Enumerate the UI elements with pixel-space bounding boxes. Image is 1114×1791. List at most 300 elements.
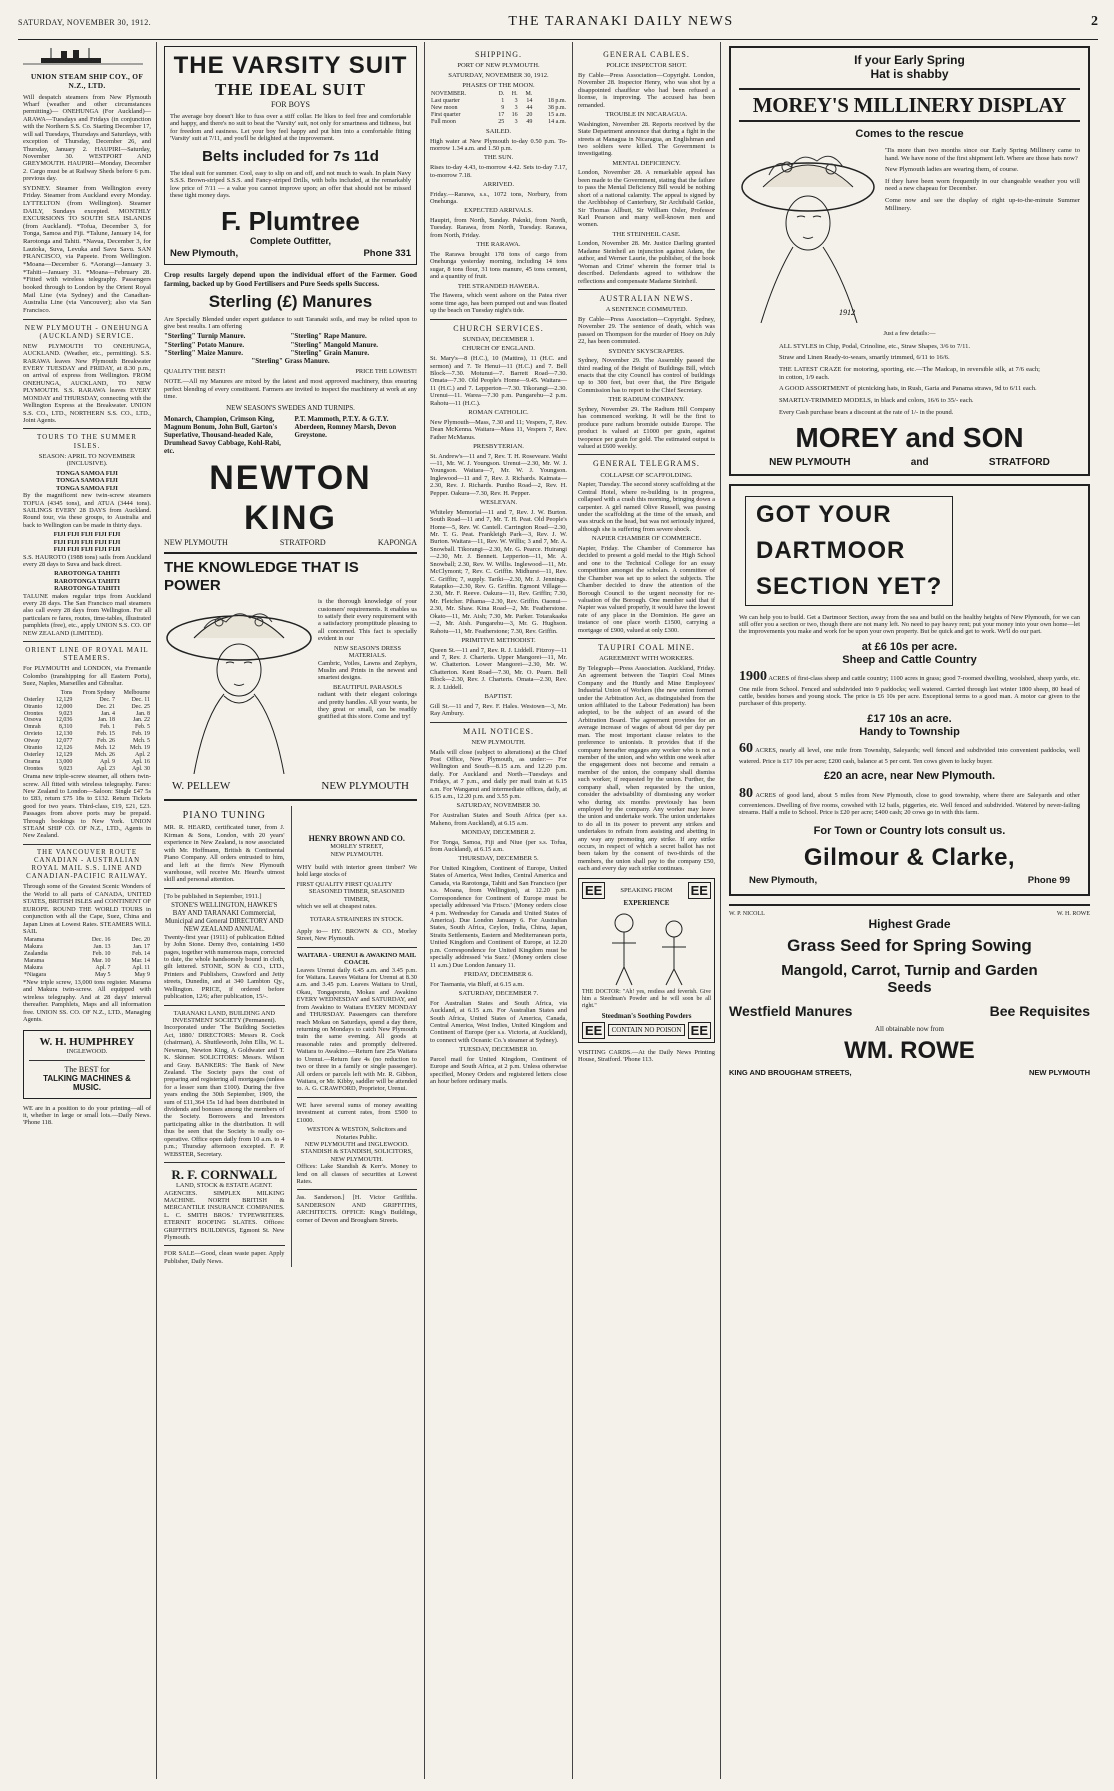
humphrey-town: INGLEWOOD. xyxy=(66,1048,108,1056)
table-row xyxy=(23,717,151,724)
sentence-heading: A SENTENCE COMMUTED. xyxy=(605,306,688,314)
table-cell: Orsova xyxy=(24,717,42,724)
humphrey-name: W. H. HUMPHREY xyxy=(39,1035,135,1048)
season-body: Cambric, Voiles, Lawns and Zephyrs, Muslin and Prints in the newest and smartest designs. xyxy=(318,659,417,682)
sky-heading: SYDNEY SKYSCRAPERS. xyxy=(608,347,685,355)
mail-heading: MAIL NOTICES. xyxy=(463,726,534,736)
page-number: 2 xyxy=(1090,14,1098,29)
dartmoor-name: DARTMOOR xyxy=(756,536,906,564)
ee-brand: Steedman's Soothing Powders xyxy=(601,1011,692,1020)
rowe-grass: Grass Seed for Spring Sowing xyxy=(787,936,1032,956)
table-cell: 3 xyxy=(514,98,518,105)
table-cell: May 5 xyxy=(94,972,111,979)
list-item: "Sterling" Turnip Manure. xyxy=(164,332,246,341)
mail-fri: FRIDAY, DECEMBER 6. xyxy=(464,970,533,978)
coal-sub: AGREEMENT WITH WORKERS. xyxy=(599,655,694,663)
acres-2-body: ACRES, nearly all level, one mile from Township, Saleyards; well fenced and subdivided into convenient paddocks, well watered. Price is £17 10s per acre; £200 cash, balance at 5 per cent. Ten cows given to lucky buyer. xyxy=(739,747,1080,765)
tours-body: By the magnificent new twin-screw steamers TOFUA (4345 tons), and ATUA (3444 tons). SAILINGS EVERY 28 DAYS from Auckland. Round tour, via these groups, to Australia and back to Wellington can be made in thirty days. xyxy=(23,492,151,529)
table-cell: Otway xyxy=(24,738,40,745)
rowe-left: W. P. NICOLL xyxy=(729,911,765,918)
newspaper-page xyxy=(18,14,1098,1779)
table-cell: Orontes xyxy=(24,710,43,717)
sanderson-ad: Jas. Sanderson.] [H. Victor Griffiths. SANDERSON AND GRIFFITHS, ARCHITECTS. OFFICE: King's Buildings, corner of Devon and Brougham Streets. xyxy=(296,1194,417,1224)
nicaragua-body: Washington, November 28. Reports received by the State Department announce that during a fight in the streets at Managua in Nicaragua, an Englishman and two soldiers were killed. The Government is investigating. xyxy=(578,120,715,158)
table-cell: Mar. 14 xyxy=(131,958,150,965)
table-cell: 15 a.m. xyxy=(548,112,566,119)
table-row xyxy=(23,752,151,759)
parasols-title: BEAUTIFUL PARASOLS xyxy=(333,683,402,691)
coe-body: St. Mary's—8 (H.C.), 10 (Mattins), 11 (H.C. and sermon) and 7. Te Henui—11 (H.C.) and 7. Bell Block—7.30. Motunui—7. Barrett Road—7.30. Omata—7.30. Old People's Home—9.45. Waitara—11 (H.C.) and 7. Lepperton—7.30. Tikorangi—2.30. Urenui—11. Warea—7.30 p.m. Pungarehu—2 p.m. Rahotu—11 (H.C.). xyxy=(430,355,567,407)
table-cell: Feb. 19 xyxy=(132,731,150,738)
presb-body: St. Andrew's—11 and 7, Rev. T. H. Roseveare. Waihi—11, Mr. W. J. Youngson. Urenui—2.30, Mr. W. J. Youngson. Waitara—7, Mr. W. J. Youngson. Inglewood—11 and 7, Rev. J. Richards. Kaimata—2.30, Rev. J. Richards. Puniho Road—2, Rev. H. Pepper. Oakura—7.30, Rev. H. Pepper. xyxy=(430,452,567,497)
list-item: "Sterling" Rape Manure. xyxy=(290,332,367,341)
telegrams-heading: GENERAL TELEGRAMS. xyxy=(593,459,700,469)
vancouver-body-2: *New triple screw, 13,000 tons register. Marama and Makura twin-screw. All equipped with wireless telegraphy. And at 28 days' interval thereafter. Pamphlets, Maps and all information free. UNION SS. CO. OF N.Z., LTD., Managing Agents. xyxy=(23,979,151,1024)
waitara-title: WAITARA - URENUI & AWAKINO MAIL COACH. xyxy=(297,951,417,967)
sky-body: Sydney, November 29. The Assembly passed the third reading of the Height of Buildings Bill, which enacts that the city Council has control of buildings up to 300 feet, but over that, the Fire Brigade Commission has to report to the Chief Secretary. xyxy=(578,357,715,394)
coal-heading: TAUPIRI COAL MINE. xyxy=(598,643,695,653)
nk-town: KAPONGA xyxy=(377,538,417,548)
morey-discount: Every Cash purchase bears a discount at the rate of 1/- in the pound. xyxy=(779,408,954,416)
masthead xyxy=(18,14,1098,40)
dartmoor-section: SECTION YET? xyxy=(756,572,943,600)
table-cell: Apl. 9 xyxy=(100,759,115,766)
table-cell: 12,129 xyxy=(55,696,73,703)
morey-p1: 'Tis more than two months since our Early Spring Millinery came to hand. We have none of the first shipment left. Where are those hats now? xyxy=(885,146,1080,162)
table-cell xyxy=(23,690,51,697)
swedes-body: Monarch, Champion, Crimson King, Magnum Bonum, John Bull, Garton's Superlative, Thousand-headed Kale, Drumhead Savoy Cabbage, Kohl-Rabi, etc. xyxy=(164,414,281,456)
table-header xyxy=(23,690,151,697)
issue-date: SATURDAY, NOVEMBER 30, 1912. xyxy=(18,18,151,27)
table-cell: Mch. 5 xyxy=(133,738,150,745)
table-row xyxy=(23,724,151,731)
table-row xyxy=(23,711,151,718)
table-row xyxy=(23,766,151,773)
table-cell: Melbourne xyxy=(123,689,150,696)
knowledge-title: THE KNOWLEDGE THAT IS POWER xyxy=(164,559,359,594)
port-date: SATURDAY, NOVEMBER 30, 1912. xyxy=(448,71,549,79)
collapse-heading: COLLAPSE OF SCAFFOLDING. xyxy=(600,471,693,479)
column-shipping-ads xyxy=(18,42,157,1779)
season-title: NEW SEASON'S DRESS MATERIALS. xyxy=(333,644,402,660)
mental-heading: MENTAL DEFICIENCY. xyxy=(612,159,681,167)
price-line: PRICE THE LOWEST! xyxy=(355,367,417,375)
table-cell: Makura xyxy=(24,944,43,951)
swedes-body-2: P.T. Mammoth, P.T.Y. & G.T.Y. Aberdeen, Romney Marsh, Devon Greystone. xyxy=(294,414,397,439)
wes-heading: WESLEYAN. xyxy=(479,499,518,507)
ee-logo: EE xyxy=(688,1022,711,1039)
pm-heading: PRIMITIVE METHODIST. xyxy=(461,636,536,644)
tours-row: TONGA SAMOA FIJI xyxy=(56,477,118,485)
sentence-body: By Cable—Press Association—Copyright. Sydney, November 29. The sentence of death, which was passed on Thompson for the murder of Hoey on July 22, has been commuted. xyxy=(578,315,715,346)
table-cell: Jan. 18 xyxy=(98,717,115,724)
mail-body: Mails will close (subject to alterations) at the Chief Post Office, New Plymouth, as under:— For Wellington and South—8.15 a.m. and 12.20 p.m. daily. For Auckland and North—Tuesdays and Fridays, at 7 p.m., and daily per mail train at 6.15 a.m. For Wanganui and intermediate offices, daily, at 6.15 a.m., 12.20 p.m. and 3.55 p.m. xyxy=(430,748,567,801)
rowe-bee: Bee Requisites xyxy=(989,1002,1090,1019)
table-cell: 16 xyxy=(511,112,518,119)
table-cell: Omrah xyxy=(24,724,41,731)
lady-with-hat-illustration xyxy=(739,147,877,323)
brown-apply: Apply to— HY. BROWN & CO., Morley Street, New Plymouth. xyxy=(296,927,417,943)
table-cell: From Sydney xyxy=(82,689,115,696)
table-cell: Mch. 26 xyxy=(95,752,115,759)
mail-thu: THURSDAY, DECEMBER 5. xyxy=(458,855,539,863)
table-cell: 1 xyxy=(501,98,505,105)
table-cell: Orontes xyxy=(24,766,43,773)
gc-town: New Plymouth, xyxy=(749,875,818,887)
ee-mid: EXPERIENCE xyxy=(623,898,670,907)
outfitter: Complete Outfitter, xyxy=(249,235,331,246)
rarawa-body: The Rarawa brought 178 tons of cargo from Onehunga yesterday morning, including 14 tons sugar, 8 tons flour, 31 tons manure, 45 tons cement, and a quantity of fruit. xyxy=(430,250,567,281)
sun-body: Rises to-day 4.43, to-morrow 4.42. Sets to-day 7.17, to-morrow 7.18. xyxy=(430,164,567,179)
steedman-ad xyxy=(578,878,715,1043)
table-cell: 12,000 xyxy=(55,703,73,710)
tlbic-body: Incorporated under 'The Building Societies Act, 1880.' DIRECTORS: Messrs R. Cock (chairman), A. Shuttleworth, John Ellis, W. L. Newman, Newton King, A Goldwater and T. K. Skinner. SOLICITORS: Messrs. Wilson and Gray. BANKERS: The Bank of New Zealand. The Society pays the cost of preparing and registering all mortgages (unless for a lesser sum than £100). During the five years ending the 30th September, 1909, the sum of £11,364 15s 1d had been distributed in dividends and bonuses among the members of the Society. Borrowers and Investors participating alike in the distribution. It will thus be seen that the Society is really co-operative. Office open daily from 10 a.m. to 4 p.m.; Thursday afternoon excepted. F. P. WEBSTER, Secretary. xyxy=(164,1024,285,1158)
table-cell: 8,310 xyxy=(58,724,73,731)
rowe-westfield: Westfield Manures xyxy=(729,1002,853,1019)
table-row xyxy=(23,759,151,766)
acres-2-number: 60 xyxy=(739,741,753,757)
visiting-cards: VISITING CARDS.—At the Daily News Printing House, Stratford. 'Phone 113. xyxy=(578,1048,715,1064)
rowe-ad xyxy=(729,911,1090,1077)
lots: For Town or Country lots consult us. xyxy=(813,824,1006,837)
table-cell: Feb. 15 xyxy=(97,731,115,738)
weston-body: WE have several sums of money awaiting investment at current rates, from £500 to £1000. xyxy=(296,1101,417,1124)
gilmour-clarke: Gilmour & Clarke, xyxy=(803,843,1016,871)
list-item: "Sterling" Grain Manure. xyxy=(290,348,370,357)
table-cell: 12,077 xyxy=(55,738,73,745)
table-row xyxy=(23,951,151,958)
mail-mon: MONDAY, DECEMBER 2. xyxy=(461,828,536,836)
sterling-title: Sterling (£) Manures xyxy=(208,291,373,311)
table-cell: 9,023 xyxy=(58,710,73,717)
table-cell: First quarter xyxy=(431,112,461,119)
table-cell: Jan. 22 xyxy=(133,717,150,724)
morey-rescue: Comes to the rescue xyxy=(855,128,964,141)
mail-sat2-body: For Australian States and South Africa, via Auckland, at 6.15 a.m. For Australian States and South Africa, United States of America, Canada, Central America, West Indies, United Kingdom and Continent of Europe (per s.s. Victoria, at Auckland), to connect with Oceanic Co.'s steamer at Sydney). xyxy=(430,999,567,1044)
morey-and-son: MOREY and SON xyxy=(795,422,1024,454)
table-cell: Apl. 16 xyxy=(132,759,150,766)
table-cell: Otranto xyxy=(24,745,43,752)
napier-heading: NAPIER CHAMBER OF COMMERCE. xyxy=(591,535,702,543)
table-cell: 25 xyxy=(498,119,505,125)
table-cell: Dec. 21 xyxy=(96,703,115,710)
table-cell: Jan. 8 xyxy=(136,710,150,717)
table-cell: Orvieto xyxy=(24,731,43,738)
rc-body: New Plymouth—Mass, 7.30 and 11; Vespers, 7, Rev. Dean McKenna. Waitara—Mass 11, Vespers 7, Rev. Father McManus. xyxy=(430,418,567,441)
vancouver-body: Through some of the Greatest Scenic Wonders of the World to all parts of CANADA, UNITED STATES, BRITISH ISLES and CONTINENT OF EUROPE. ROUND THE WORLD TOURS in conjunction with all the Cape, Suez, China and Japan Lines at Lowest Rates. STEAMERS WILL SAIL xyxy=(23,883,151,935)
nicaragua-heading: TROUBLE IN NICARAGUA. xyxy=(605,111,688,119)
cables-heading: GENERAL CABLES. xyxy=(603,50,690,59)
humphrey-items: TALKING MACHINES & MUSIC. xyxy=(43,1074,131,1093)
coe-heading: CHURCH OF ENGLAND. xyxy=(462,345,535,353)
raro-row: RAROTONGA TAHITI xyxy=(54,570,120,578)
knowledge-body: is the thorough knowledge of your customers' requirements. It enables us to satisfy their every requirement with a satisfactory promptitude pleasing to all concerned. This fact is specially evident in our xyxy=(318,598,417,643)
pm-body: Queen St.—11 and 7, Rev. R. J. Liddell. Fitzroy—11 and 7, Rev. J. Charteris. Upper Mangorei—11, Mr. W. Chatterton. Lower Mangorei—2.30, Mr. W. Chatterton. Kent Road—7.30, Mr. O. Pearn. Bell Block—2.30, Rev. J. Charteris. Omata—2.30, Rev. R. J. Liddell. xyxy=(430,646,567,691)
pellew-town: NEW PLYMOUTH xyxy=(321,780,409,793)
table-cell: Mch. 19 xyxy=(130,745,150,752)
acres-1-number: 1900 xyxy=(739,669,767,685)
table-cell: Feb. 26 xyxy=(97,738,115,745)
standish-title: STANDISH & STANDISH, SOLICITORS, NEW PLYMOUTH. xyxy=(300,1148,413,1163)
price-1-sub: Sheep and Cattle Country xyxy=(842,653,977,666)
raro-row: RAROTONGA TAHITI xyxy=(54,585,120,593)
table-row xyxy=(23,704,151,711)
rowe-address: KING AND BROUGHAM STREETS, xyxy=(729,1067,852,1077)
brown-body-2: which we sell at cheapest rates. xyxy=(296,903,377,911)
table-cell: Feb. 14 xyxy=(132,951,150,958)
table-row xyxy=(23,745,151,752)
column-display-ads xyxy=(721,42,1098,1779)
vancouver-title: THE VANCOUVER ROUTE CANADIAN - AUSTRALIAN ROYAL MAIL S.S. LINE AND CANADIAN-PACIFIC RAILWAY. xyxy=(26,848,148,880)
price-3: £20 an acre, near New Plymouth. xyxy=(823,770,996,782)
table-cell: M. xyxy=(525,91,533,98)
weston-title: WESTON & WESTON, Solicitors and Notaries Public. xyxy=(306,1126,407,1141)
morey-ad xyxy=(729,46,1090,476)
crop-intro: Crop results largely depend upon the individual effort of the Farmer. Good farming, backed up by Good Fertilisers and Pure Seeds spells Success. xyxy=(164,271,417,288)
paper-title: THE TARANAKI DAILY NEWS xyxy=(508,14,734,29)
table-cell: NOVEMBER. xyxy=(431,91,467,98)
table-cell: Osterley xyxy=(24,696,45,703)
table-cell: Jan. 4 xyxy=(101,710,115,717)
morey-few: Just a few details:— xyxy=(883,330,936,338)
price-2-sub: Handy to Township xyxy=(859,725,960,738)
morey-town: NEW PLYMOUTH xyxy=(769,456,851,468)
mail-town: NEW PLYMOUTH. xyxy=(471,738,526,746)
fiji-row: FIJI FIJI FIJI FIJI FIJI xyxy=(53,538,121,546)
table-cell: *Niagara xyxy=(24,972,46,979)
morey-p2: New Plymouth ladies are wearing them, of course. xyxy=(885,166,1019,174)
table-cell: Tons xyxy=(60,689,73,696)
shipping-heading: SHIPPING. xyxy=(474,50,522,59)
table-cell: 44 xyxy=(526,105,533,112)
tours-body-3: TALUNE makes regular trips from Auckland every 28 days. The San Francisco mail steamers also call every 28 days from Wellington. For all particulars re fares, routes, time-tables, illustrated pamphlets (free), etc., apply UNION S.S. CO. OF NEW ZEALAND (LIMITED). xyxy=(23,592,151,637)
arrived-heading: ARRIVED. xyxy=(483,180,514,188)
table-cell: 14 a.m. xyxy=(548,119,566,125)
list-item: "Sterling" Mangold Manure. xyxy=(290,340,379,349)
orient-title: ORIENT LINE OF ROYAL MAIL STEAMERS. xyxy=(25,646,149,663)
table-row xyxy=(23,731,151,738)
table-row xyxy=(430,105,567,112)
table-cell: 20 xyxy=(526,112,533,119)
mail-mon-body: For Tonga, Samoa, Fiji and Niue (per s.s. Tofua, from Auckland), at 6.15 a.m. xyxy=(430,838,567,853)
standish-body: Offices: Lake Standish & Kerr's. Money to lend on all classes of securities at Lowest Rates. xyxy=(296,1163,417,1186)
table-cell: New moon xyxy=(431,105,458,112)
price-1: at £6 10s per acre. xyxy=(861,640,958,653)
morey-hat: Hat is shabby xyxy=(870,66,949,81)
coal-body: By Telegraph—Press Association. Auckland, Friday. An agreement between the Taupiri Coal Mines Company and the Huntly and Mine Employees' Industrial Union of Workers (the new union formed under the Arbitration Act, as distinguished from the union affiliated to the Labour Federation) has been adopted, to be the subject of an award of the Arbitration Board. The agreement provides for an average increase of wages of about 6d per day per man. The most important clause relates to the preference to unionists. It provides that if the company hereafter engages any worker who is not a member of the union, and who within one week after the engagement does not become and remain a member of the union, the company shall dismiss such worker, if requested by the union. Further, the company shall, when requested by the union, consider the advisability of dismissing any worker who during six months previously has been employed by the company. Any worker may leave the union and undertake work. The union undertakes to do all in its power to prevent any strikes and undertakes to refrain from assisting and abetting in any way any promoting any strike. If any strike occurs, in respect of which a secret ballot has not been taken by the consent of two-thirds of the members, the union shall pay to the company £50, each and every day such strike continues. xyxy=(578,664,715,873)
aus-heading: AUSTRALIAN NEWS. xyxy=(599,293,694,303)
brown-title: HENRY BROWN AND CO. xyxy=(308,833,405,843)
table-cell: Marama xyxy=(24,958,44,965)
table-cell: Apl. 23 xyxy=(97,766,115,773)
varsity-title: THE VARSITY SUIT xyxy=(173,52,408,79)
onehunga-title: NEW PLYMOUTH - ONEHUNGA (AUCKLAND) SERVICE. xyxy=(24,323,150,340)
table-cell: Marama xyxy=(24,937,44,944)
column-retail-ads xyxy=(157,42,425,1779)
ee-logo: EE xyxy=(582,882,605,899)
column-shipping-news xyxy=(425,42,573,1779)
morey-early: If your Early Spring xyxy=(854,53,965,67)
morey-display: MOREY'S MILLINERY DISPLAY xyxy=(739,88,1080,122)
hawera-body: The Hawera, which went ashore on the Patea river some time ago, has been pumped out and was floated up the beach on Tuesday night's tide. xyxy=(430,292,567,315)
morey-item: SMARTLY-TRIMMED MODELS, in black and colors, 16/6 to 35/- each. xyxy=(779,396,974,404)
expected-body: Haupiri, from North, Sunday. Paknki, from North, Tuesday. Rarawa, from North, Tuesday. Rarawa, from North, Friday. xyxy=(430,217,567,239)
swedes-title: NEW SEASON'S SWEDES AND TURNIPS. xyxy=(226,403,355,412)
bap-heading: BAPTIST. xyxy=(484,693,513,701)
table-row xyxy=(23,944,151,951)
morey-item: Straw and Linen Ready-to-wears, smartly trimmed, 6/11 to 16/6. xyxy=(779,354,950,362)
tours-row: TONGA SAMOA FIJI xyxy=(56,484,118,492)
table-cell: Last quarter xyxy=(431,98,460,105)
morey-item: A GOOD ASSORTMENT of picnicking hats, in Rush, Garia and Panama straws, 9d to 6/11 each. xyxy=(779,385,1037,393)
orient-table xyxy=(23,690,151,773)
plumtree-town: New Plymouth, xyxy=(170,248,239,260)
mail-thu-body: For United Kingdom, Continent of Europe, United States of America, West Indies, Central America and Canada, via Rarotonga, Tahiti and San Francisco (per s.s. Moana, from Wellington), at 12.20 p.m. Correspondence for Continent of Europe must be specially addressed 'via Frisco.' (Money orders close 4 p.m. Wednesday for Canada and United States of America). Due London January 6. For Australian States, South Africa, Ceylon, India, China, Japan, Straits Settlements, Eastern and Mediterranean ports, United Kingdom and Continent of Europe, at 12.20 p.m. Correspondence for United Kingdom must be specially addressed 'via Suez.' (Money orders close 11 a.m.) Due London January 11. xyxy=(430,865,567,969)
table-cell: Orama xyxy=(24,759,41,766)
morey-town: STRATFORD xyxy=(988,456,1050,468)
moon-table xyxy=(430,91,567,126)
presb-heading: PRESBYTERIAN. xyxy=(473,442,524,450)
radium-heading: THE RADIUM COMPANY. xyxy=(608,396,685,404)
table-cell: Apl. 11 xyxy=(132,965,150,972)
arrived-body: Friday.—Rarawa, s.s., 1072 tons, Norbury, from Onehunga. xyxy=(430,190,567,205)
table-cell xyxy=(533,91,567,98)
mail-sat-body: For Australian States and South Africa (per s.s. Maheno, from Auckland), at 6.15 a.m. xyxy=(430,812,567,827)
table-cell: Jan. 13 xyxy=(93,944,111,951)
orient-body-2: Orama new triple-screw steamer, all others twin-screw. All fitted with wireless telegraphy. Fares: New Zealand to London—Saloon: Single £47 5s to £83, return £75 18s to £132. Return Tickets good for two years. Third-class, £19, £21, £23. Passages from above ports may be prepaid. Through bookings to New York. UNION STEAM SHIP CO. OF N.Z., LTD., Agents in New Zealand. xyxy=(23,773,151,840)
parasols-body: radiant with their elegant colorings and pretty handles. All your wants, be they great or small, can be readily gratified at this store. Come and try! xyxy=(318,691,417,721)
union-title: UNION STEAM SHIP COY., OF N.Z., LTD. xyxy=(30,72,144,90)
ee-logo: EE xyxy=(688,882,711,899)
sterling-body: Are Specially Blended under expert guidance to suit Taranaki soils, and may be relied upon to give best results. I am offering xyxy=(164,315,417,331)
doctor-illustration xyxy=(582,907,718,987)
printing-ad: WE are in a position to do your printing—all of it, whether in large or small lots.—Daily News. 'Phone 118. xyxy=(23,1104,151,1127)
steinheil-body: London, November 28. Mr. Justice Darling granted Madame Steinheil an injunction against Adam, the author, and Werner Laurie, the publisher, of the book 'Woman and Crime' wherein the former trial is described. Defendants agreed to withdraw the reflections and compensate Madame Steinheil. xyxy=(578,240,715,285)
mail-fri-body: For Tasmania, via Bluff, at 6.15 a.m. xyxy=(430,980,524,988)
brown-town: NEW PLYMOUTH. xyxy=(330,850,383,858)
weston-towns: NEW PLYMOUTH and INGLEWOOD. xyxy=(304,1140,409,1148)
varsity-ad xyxy=(164,46,417,265)
sale-notice: FOR SALE—Good, clean waste paper. Apply Publisher, Daily News. xyxy=(164,1250,285,1265)
table-cell: H. xyxy=(511,91,518,98)
morey-p3: If they have been worn frequently in our changeable weather you will need a new chapeau for December. xyxy=(885,177,1080,193)
table-row xyxy=(430,119,567,126)
for-boys: FOR BOYS xyxy=(271,99,310,109)
expected-heading: EXPECTED ARRIVALS. xyxy=(464,207,533,215)
tours-season: SEASON: APRIL TO NOVEMBER (INCLUSIVE). xyxy=(38,452,136,468)
table-cell: Jan. 17 xyxy=(133,944,150,951)
illustration-year: 1912 xyxy=(839,307,855,317)
piano-body: MR. R. HEARD, certificated tuner, from J. Kirman & Sons, London, with 20 years' experience in New Zealand, is now associated with Mr. Hoffmann, British & Continental Piano Company. All orders entrusted to him, and left at the firm's New Plymouth warehouse, will receive Mr. Heard's utmost skill and personal attention. xyxy=(164,824,285,884)
sun-heading: THE SUN. xyxy=(483,154,514,162)
table-cell: 9 xyxy=(501,105,505,112)
quality-line: QUALITY THE BEST! xyxy=(164,367,226,375)
table-cell: 3 xyxy=(514,105,518,112)
cornwall-sub: LAND, STOCK & ESTATE AGENT. xyxy=(175,1182,273,1190)
tours-body-2: S.S. HAUROTO (1988 tons) sails from Auckland every 28 days to Suva and back direct. xyxy=(23,553,151,568)
table-cell: Zealandia xyxy=(24,951,48,958)
belts-heading: Belts included for 7s 11d xyxy=(202,147,379,165)
acres-3-number: 80 xyxy=(739,785,753,801)
manure-list xyxy=(164,332,417,364)
price-2: £17 10s an acre. xyxy=(867,712,952,725)
table-cell: 38 p.m. xyxy=(547,105,566,112)
mail-sat: SATURDAY, NOVEMBER 30. xyxy=(456,802,541,810)
rarawa-heading: THE RARAWA. xyxy=(476,241,521,249)
table-cell: Dec. 11 xyxy=(131,696,150,703)
manure-note: NOTE.—All my Manures are mixed by the latest and most approved machinery, thus ensuring perfect blending of every constituent. Farmers are invited to inspect the machinery at work at any time. xyxy=(164,378,417,401)
rc-heading: ROMAN CATHOLIC. xyxy=(468,409,529,417)
table-row xyxy=(23,697,151,704)
list-item: "Sterling" Grass Manure. xyxy=(251,356,330,365)
rowe-right: W. H. ROWE xyxy=(1056,911,1090,918)
stones-body: Twenty-first year (1911) of publication Edited by John Stone. Demy 8vo, containing 1450 pages, together with numerous maps, corrected to date, the whole handsomely bound in cloth, gilt lettered. STONE, SON & CO., LTD., Printers and Publishers, Crawford and Jetty streets, Dunedin, and at 340 Lambton Qy., Wellington. PRICE, if ordered before publication, 12/6; after publication, 15/-. xyxy=(164,933,285,1001)
dartmoor-body: We can help you to build. Get a Dartmoor Section, away from the sea and build on the healthy heights of New Plymouth, for we can still offer you a section or two, though there are not many left. No need to pay heavy rent; put your money into your own home—let the improvements you make and work for be upon your own property. But be quick and get to work. We'll do our part. xyxy=(739,613,1080,636)
table-cell: 3 xyxy=(514,119,518,125)
table-cell: 13,000 xyxy=(55,759,73,766)
table-cell: 12,129 xyxy=(55,752,73,759)
table-cell: Apl. 2 xyxy=(135,752,150,759)
nk-town: NEW PLYMOUTH xyxy=(164,538,228,548)
table-cell: Makura xyxy=(24,965,43,972)
union-body: Will despatch steamers from New Plymouth Wharf (weather and other circumstances permitting)— ONEHUNGA (For Auckland)— ARAWA—Tuesdays and Fridays (in conjunction with the Northern S.S. Co. Starting December 17, will sail Tuesdays, Thursdays and Saturdays, with exception of Thursday, December 26, and Thursday, January 2. HAUPIRI—Saturday, November 30. WESTPORT AND GREYMOUTH. HAUPIRI—Monday, December 2. Cargo must be at Railway Sheds before 6 p.m. previous day. xyxy=(23,93,151,183)
table-cell: Apl. 7 xyxy=(95,965,111,972)
morey-p4: Come now and see the display of right up-to-the-minute Summer Millinery. xyxy=(885,197,1080,212)
police-heading: POLICE INSPECTOR SHOT. xyxy=(606,62,687,70)
piano-title: PIANO TUNING xyxy=(182,809,266,821)
wes-body: Whiteley Memorial—11 and 7, Rev. J. W. Burton. South Road—11 and 7, Mr. T. H. Peat. Old People's Home—5, Rev. W. Cantell. Carrington Road—2.30, Mr. T. G. Peat. Frankleigh Park—3, Rev. J. W. Burton. Waitara—11, Rev. W. Willis; 3 and 7, Mr. A. Snowball. Tikorangi—2.30, Mr. G. Pearce. Huirangi—2.30, Mr. J. Bennett. Lepperton—11, Mr. A. Snowball; 2.30, Rev. W. Willis. Inglewood—11, Mr. McClymont; 7, Rev. C. Griffin. Midhurst—11, Rev. C. Griffin; 7, supply. Tariki—2.30, Mr. J. Jennings. Ratapiko—2.30, Rev. G. Griffin. Egmont Village—2.30, Mr. F. Reeve. Oakura—11, Rev. Griffin; 7.30, Mr. Fletcher. Pihama—2.30, Rev. Griffin. Oaonui—2.30, Mr. Shaw. Kina Road—2, Mr. Featherstone. Okato—11, Mr. Aish; 7.30, Mr. Parker. Totarakaaka—2, Mr. Aish. Pungarehu—3, Mr. G. Hughson. Rahotu—11, Mr. Featherstone; 7.30, Rev. Griffin. xyxy=(430,508,567,635)
table-row xyxy=(23,972,151,979)
table-cell: 12,130 xyxy=(55,731,73,738)
humphrey-best: The BEST for xyxy=(64,1064,110,1074)
sailed-heading: SAILED. xyxy=(485,127,512,135)
tours-title: TOURS TO THE SUMMER ISLES. xyxy=(37,433,137,450)
moon-heading: PHASES OF THE MOON. xyxy=(462,81,535,89)
table-cell: 18 p.m. xyxy=(547,98,566,105)
morey-and: and xyxy=(910,456,929,468)
ee-top: SPEAKING FROM xyxy=(620,886,673,894)
table-cell: Mar. 10 xyxy=(91,958,111,965)
acres-3-body: ACRES of good land, about 5 miles from New Plymouth, close to good township, where there are Saleyards and other conveniences. Dwelling of five rooms, cowshed with 12 bails, piggeries, etc. Well fenced and subdivided. Watered by never-failing streams. Half a mile to School. Price is £20 per acre; £400 cash; 20 cows go in with this farm. xyxy=(739,791,1080,817)
newton-king: NEWTON KING xyxy=(209,459,372,537)
table-cell: Apl. 30 xyxy=(132,766,150,773)
onehunga-body: NEW PLYMOUTH TO ONEHUNGA, AUCKLAND. (Weather, etc., permitting). S.S. RARAWA leaves New Plymouth Breakwater EVERY TUESDAY and FRIDAY, at 8.30 p.m., on arrival of express from Wellington. FROM ONEHUNGA, AUCKLAND, TO NEW PLYMOUTH. S.S. RARAWA leaves EVERY MONDAY and THURSDAY, connecting with the Wellington Express at the Breakwater. UNION S.S. CO., LTD., NORTHERN S.S. CO., LTD., Joint Agents. xyxy=(23,342,151,424)
tide: High water at New Plymouth to-day 0.50 p.m. To-morrow 1.34 a.m. and 1.50 p.m. xyxy=(430,137,567,153)
table-cell: 14 xyxy=(526,98,533,105)
tours-row: TONGA SAMOA FIJI xyxy=(56,469,118,477)
pellew-name: W. PELLEW xyxy=(172,780,231,793)
raro-row: RAROTONGA TAHITI xyxy=(54,577,120,585)
rowe-mangold: Mangold, Carrot, Turnip and Garden Seeds xyxy=(781,962,1038,997)
steinheil-heading: THE STEINHEIL CASE. xyxy=(612,230,681,238)
lady-in-hat-illustration xyxy=(164,598,314,774)
column-cables xyxy=(573,42,721,1779)
table-row xyxy=(430,112,567,119)
police-body: By Cable—Press Association—Copyright. London, November 28. Inspector Henry, who was shot by a disappointed chauffeur who had been refused a license, is improving. The accused has been remanded. xyxy=(578,71,715,109)
table-row xyxy=(23,958,151,965)
cornwall-body: AGENCIES. SIMPLEX MILKING MACHINE. NORTH BRITISH & MERCANTILE INSURANCE COMPANIES. L. C. SMITH BROS.' TYPEWRITERS. ETERNIT ROOFING SLATES. Offices: GRIFFITH'S BUILDINGS, Egmont St. New Plymouth. xyxy=(164,1189,285,1242)
belts-body: The ideal suit for summer. Cool, easy to slip on and off, and not much to wash. In plain Navy S.S.S. Brown-striped S.S.S. and Fancy-striped Drills, with belts included, at the remarkably low price of 7/11 — a value you cannot improve upon; an offer that should not be missed these tight money days. xyxy=(170,169,411,200)
list-item: "Sterling" Maize Manure. xyxy=(164,348,243,357)
ee-contain: CONTAIN NO POISON xyxy=(608,1024,686,1036)
hawera-heading: THE STRANDED HAWERA. xyxy=(457,282,540,290)
table-cell: D. xyxy=(498,91,505,98)
table-cell: 9,023 xyxy=(58,766,73,773)
plumtree-phone: Phone 331 xyxy=(363,248,411,260)
ideal-suit: THE IDEAL SUIT xyxy=(215,79,366,99)
varsity-body: The average boy doesn't like to fuss over a stiff collar. He likes to feel free and comfortable and happy, and there's no suit to beat the 'Varsity' suit, not only for smartness and tidiness, but for freedom and easiness. Let your boy feel happy and put him into a comfortable fitting 'Varsity' suit at 7/11, and you'll be delighted at the improvement. xyxy=(170,112,411,143)
steamship-icon xyxy=(23,48,143,66)
